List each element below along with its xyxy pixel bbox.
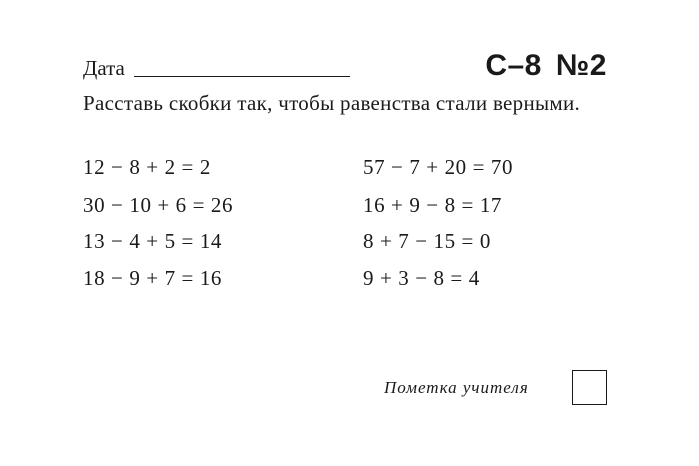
- worksheet-series: С–8: [485, 49, 542, 82]
- equation-left-1: 12 − 8 + 2 = 2: [83, 155, 211, 179]
- equation-left-3: 13 − 4 + 5 = 14: [83, 229, 223, 253]
- task-instruction: Расставь скобки так, чтобы равенства стали верными.: [83, 91, 581, 115]
- equation-right-2: 16 + 9 − 8 = 17: [363, 193, 503, 217]
- equation-right-1: 57 − 7 + 20 = 70: [363, 155, 514, 179]
- worksheet-number: №2: [555, 49, 607, 82]
- worksheet-code: [485, 48, 607, 84]
- teacher-note-label: Пометка учителя: [384, 378, 529, 397]
- date-label: Дата: [83, 56, 125, 80]
- equation-left-2: 30 − 10 + 6 = 26: [83, 193, 234, 217]
- date-field-line[interactable]: [134, 76, 350, 77]
- equation-right-3: 8 + 7 − 15 = 0: [363, 229, 491, 253]
- equation-left-4: 18 − 9 + 7 = 16: [83, 266, 223, 290]
- teacher-note-box[interactable]: [572, 370, 607, 405]
- equation-right-4: 9 + 3 − 8 = 4: [363, 266, 480, 290]
